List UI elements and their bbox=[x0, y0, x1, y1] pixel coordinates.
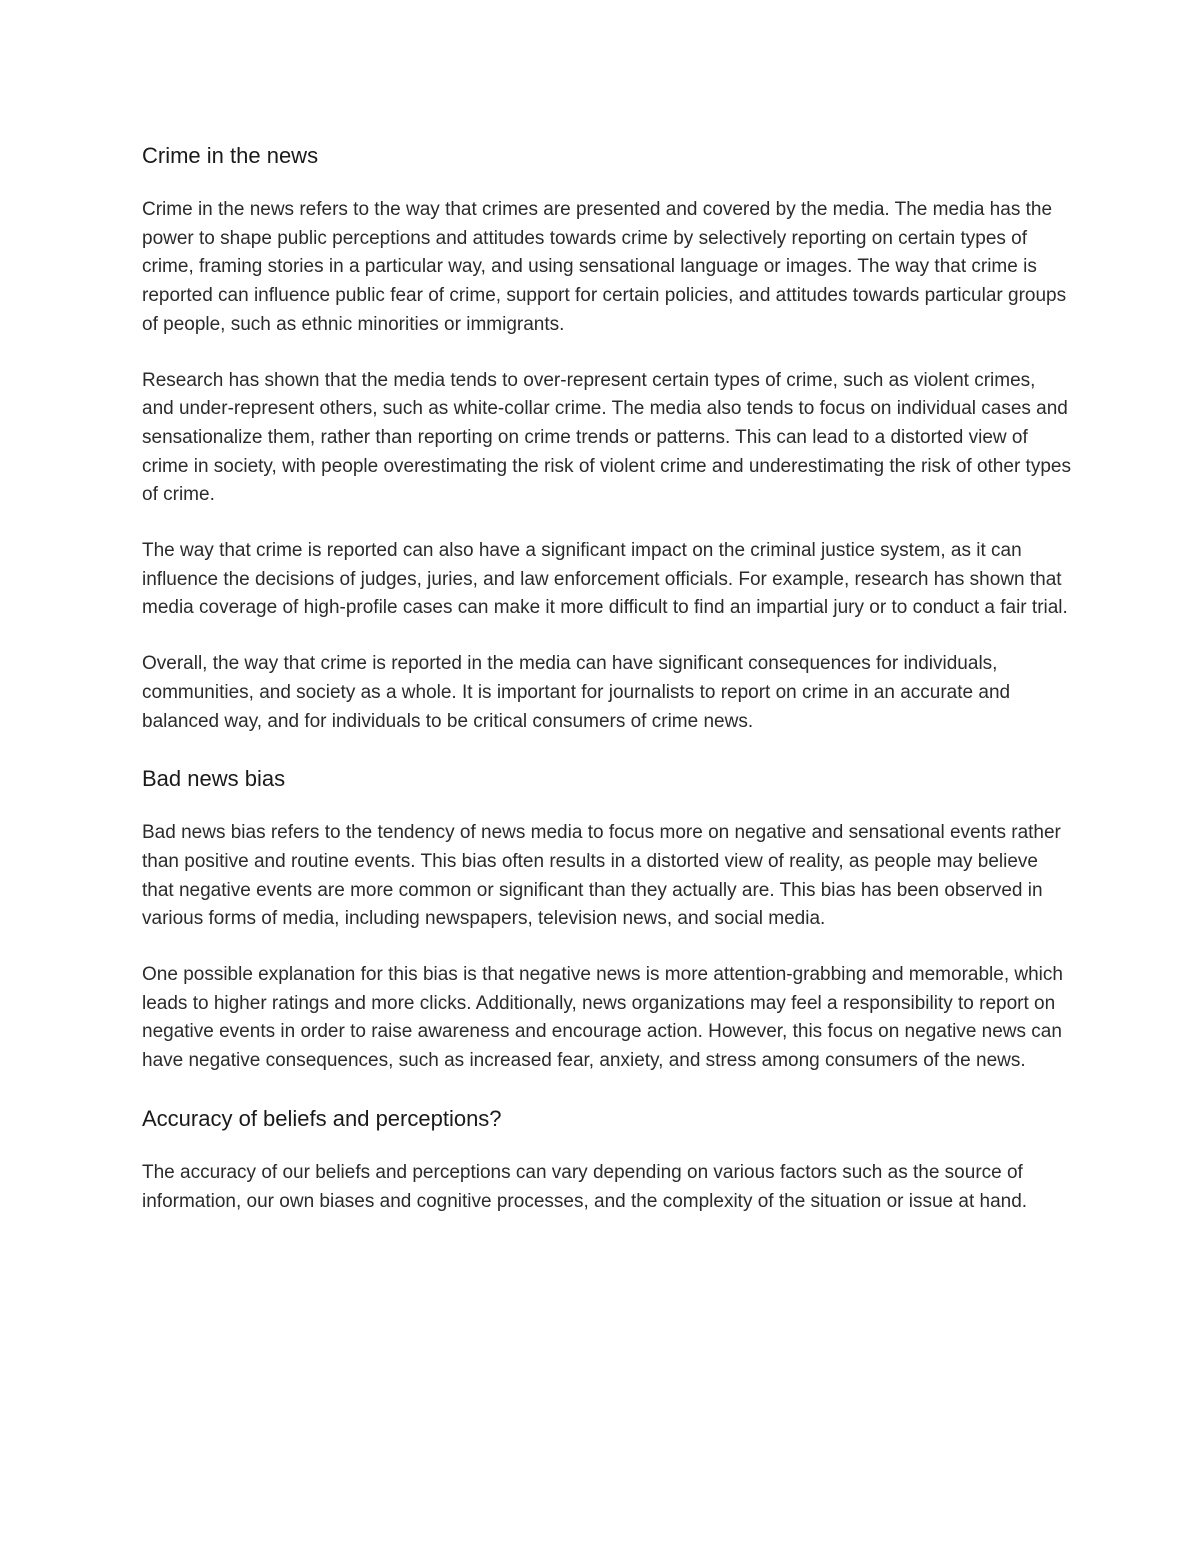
paragraph: Bad news bias refers to the tendency of news media to focus more on negative and sensational events rather than positive and routine events. This bias often results in a distorted view of reality, as people may believe that negative events are more common or significant than they actually are. This bias has been observed in various forms of media, including newspapers, television news, and social media. bbox=[142, 822, 1061, 930]
paragraph: The way that crime is reported can also have a significant impact on the criminal justice system, as it can influence the decisions of judges, juries, and law enforcement officials. For example, research has shown that media coverage of high-profile cases can make it more difficult to find an impartial jury or to conduct a fair trial. bbox=[142, 540, 1068, 619]
section-accuracy-of-beliefs bbox=[142, 1103, 1072, 1216]
section-bad-news-bias bbox=[142, 763, 1072, 1076]
paragraph: Overall, the way that crime is reported in the media can have significant consequences for individuals, communities, and society as a whole. It is important for journalists to report on crime in an accurate and balanced way, and for individuals to be critical consumers of crime news. bbox=[142, 653, 1011, 732]
section-heading: Accuracy of beliefs and perceptions? bbox=[142, 1105, 502, 1131]
paragraph: The accuracy of our beliefs and perceptions can vary depending on various factors such as the source of information, our own biases and cognitive processes, and the complexity of the situation or issue at hand. bbox=[142, 1161, 1028, 1212]
section-heading: Crime in the news bbox=[142, 143, 319, 168]
document-page bbox=[142, 140, 1072, 1243]
paragraph: Research has shown that the media tends to over-represent certain types of crime, such as violent crimes, and under-represent others, such as white-collar crime. The media also tends to focus on individual cases and sensationalize them, rather than reporting on crime trends or patterns. This can lead to a distorted view of crime in society, with people overestimating the risk of violent crime and underestimating the risk of other types of crime. bbox=[142, 369, 1071, 506]
section-crime-in-the-news bbox=[142, 140, 1072, 736]
section-heading: Bad news bias bbox=[142, 766, 286, 792]
paragraph: One possible explanation for this bias is that negative news is more attention-grabbing and memorable, which leads to higher ratings and more clicks. Additionally, news organizations may feel a responsibility to report on negative events in order to raise awareness and encourage action. However, this focus on negative news can have negative consequences, such as increased fear, anxiety, and stress among consumers of the news. bbox=[142, 964, 1063, 1072]
paragraph: Crime in the news refers to the way that crimes are presented and covered by the media. The media has the power to shape public perceptions and attitudes towards crime by selectively reporting on certain types of crime, framing stories in a particular way, and using sensational language or images. The way that crime is reported can influence public fear of crime, support for certain policies, and attitudes towards particular groups of people, such as ethnic minorities or immigrants. bbox=[142, 199, 1067, 335]
